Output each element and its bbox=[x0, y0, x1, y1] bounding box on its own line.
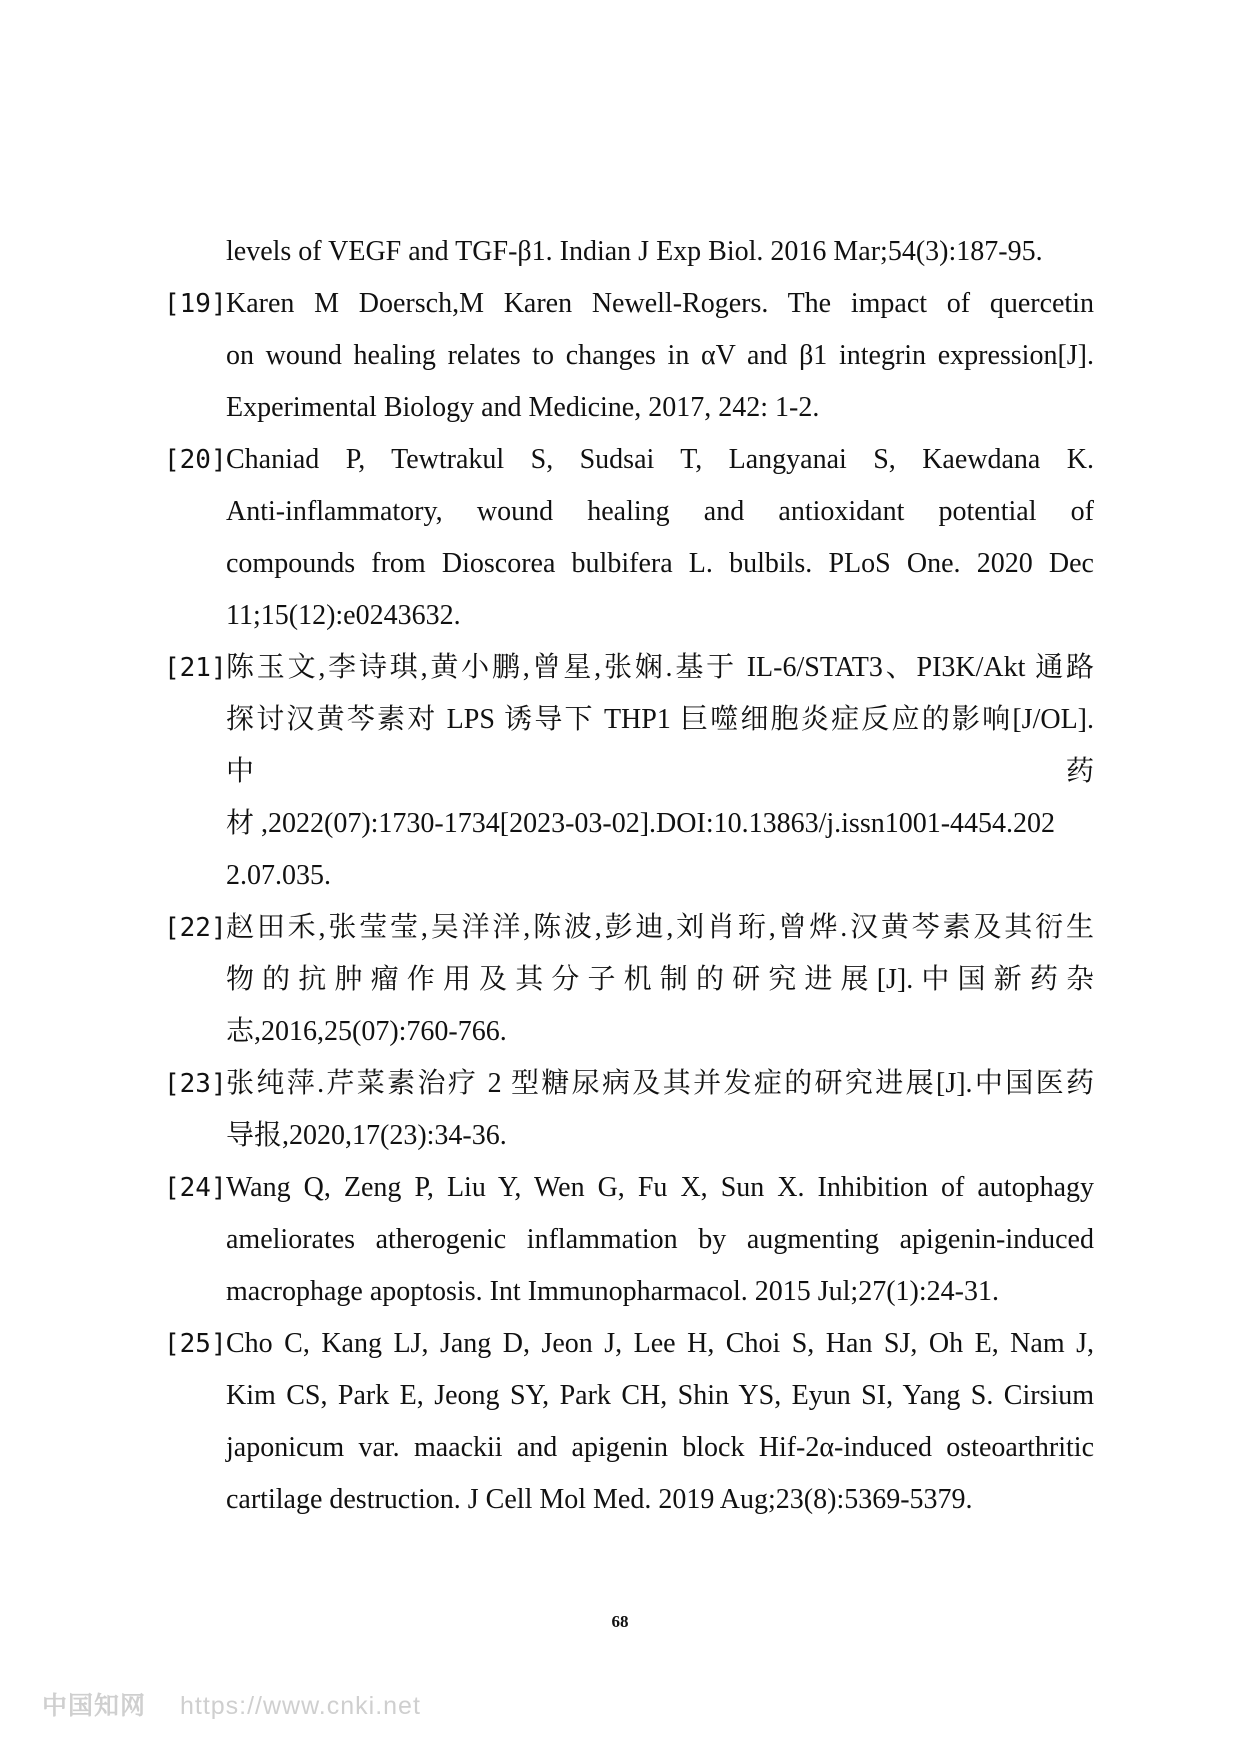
reference-line: Anti-inflammatory, wound healing and antioxidant potential of bbox=[226, 496, 1094, 527]
reference-line: 陈玉文,李诗琪,黄小鹏,曾星,张娴.基于 IL-6/STAT3、PI3K/Akt 通路 bbox=[226, 652, 1094, 683]
reference-line: 材 ,2022(07):1730-1734[2023-03-02].DOI:10.13863/j.issn1001-4454.202 bbox=[226, 808, 1056, 839]
reference-line: 11;15(12):e0243632. bbox=[226, 600, 461, 631]
reference-line: ameliorates atherogenic inflammation by augmenting apigenin-induced bbox=[226, 1224, 1094, 1255]
reference-line: 志,2016,25(07):760-766. bbox=[226, 1016, 507, 1047]
reference-line: Wang Q, Zeng P, Liu Y, Wen G, Fu X, Sun X. Inhibition of autophagy bbox=[226, 1172, 1094, 1203]
reference-number: [23] bbox=[164, 1069, 227, 1099]
reference-entry-19 bbox=[164, 278, 1094, 434]
reference-line: Karen M Doersch,M Karen Newell-Rogers. The impact of quercetin bbox=[226, 288, 1094, 319]
reference-line: macrophage apoptosis. Int Immunopharmacol. 2015 Jul;27(1):24-31. bbox=[226, 1276, 999, 1307]
reference-entry-18-continued bbox=[164, 226, 1094, 278]
reference-entry-20 bbox=[164, 434, 1094, 642]
reference-first-line bbox=[164, 902, 1094, 954]
reference-line: Experimental Biology and Medicine, 2017, 242: 1-2. bbox=[226, 392, 820, 423]
reference-line: 探讨汉黄芩素对 LPS 诱导下 THP1 巨噬细胞炎症反应的影响[J/OL]. bbox=[226, 704, 1094, 735]
watermark-logo: 中国知网 bbox=[42, 1692, 147, 1720]
reference-first-line bbox=[164, 1162, 1094, 1214]
reference-number: [19] bbox=[164, 289, 227, 319]
reference-first-line bbox=[164, 278, 1094, 330]
reference-line: 张纯萍.芹菜素治疗 2 型糖尿病及其并发症的研究进展[J].中国医药 bbox=[226, 1068, 1094, 1099]
page-number: 68 bbox=[611, 1612, 629, 1631]
reference-number: [25] bbox=[164, 1329, 227, 1359]
reference-line: japonicum var. maackii and apigenin block Hif-2α-induced osteoarthritic bbox=[226, 1432, 1094, 1463]
reference-list bbox=[164, 226, 1094, 1526]
reference-line: 物的抗肿瘤作用及其分子机制的研究进展[J].中国新药杂 bbox=[226, 964, 1094, 995]
reference-number: [24] bbox=[164, 1173, 227, 1203]
reference-line: 导报,2020,17(23):34-36. bbox=[226, 1120, 507, 1151]
watermark bbox=[42, 1686, 421, 1722]
reference-line: on wound healing relates to changes in αV and β1 integrin expression[J]. bbox=[226, 340, 1094, 371]
reference-entry-21 bbox=[164, 642, 1094, 902]
watermark-url: https://www.cnki.net bbox=[179, 1692, 421, 1720]
reference-line: Cho C, Kang LJ, Jang D, Jeon J, Lee H, Choi S, Han SJ, Oh E, Nam J, bbox=[226, 1328, 1094, 1359]
reference-entry-25 bbox=[164, 1318, 1094, 1526]
reference-entry-23 bbox=[164, 1058, 1094, 1162]
reference-first-line bbox=[164, 434, 1094, 486]
reference-first-line bbox=[164, 1318, 1094, 1370]
reference-number: [20] bbox=[164, 445, 227, 475]
reference-entry-24 bbox=[164, 1162, 1094, 1318]
reference-line: 中 药 bbox=[226, 756, 1094, 787]
reference-number: [21] bbox=[164, 653, 227, 683]
reference-line: levels of VEGF and TGF-β1. Indian J Exp Biol. 2016 Mar;54(3):187-95. bbox=[226, 236, 1043, 267]
reference-entry-22 bbox=[164, 902, 1094, 1058]
reference-line: cartilage destruction. J Cell Mol Med. 2019 Aug;23(8):5369-5379. bbox=[226, 1484, 973, 1515]
reference-line: 2.07.035. bbox=[226, 860, 331, 891]
reference-first-line bbox=[164, 642, 1094, 694]
reference-first-line bbox=[164, 1058, 1094, 1110]
reference-line: Kim CS, Park E, Jeong SY, Park CH, Shin YS, Eyun SI, Yang S. Cirsium bbox=[226, 1380, 1094, 1411]
reference-line: compounds from Dioscorea bulbifera L. bulbils. PLoS One. 2020 Dec bbox=[226, 548, 1094, 579]
reference-line: Chaniad P, Tewtrakul S, Sudsai T, Langyanai S, Kaewdana K. bbox=[226, 444, 1094, 475]
reference-line: 赵田禾,张莹莹,吴洋洋,陈波,彭迪,刘肖珩,曾烨.汉黄芩素及其衍生 bbox=[226, 912, 1094, 943]
reference-number: [22] bbox=[164, 913, 227, 943]
